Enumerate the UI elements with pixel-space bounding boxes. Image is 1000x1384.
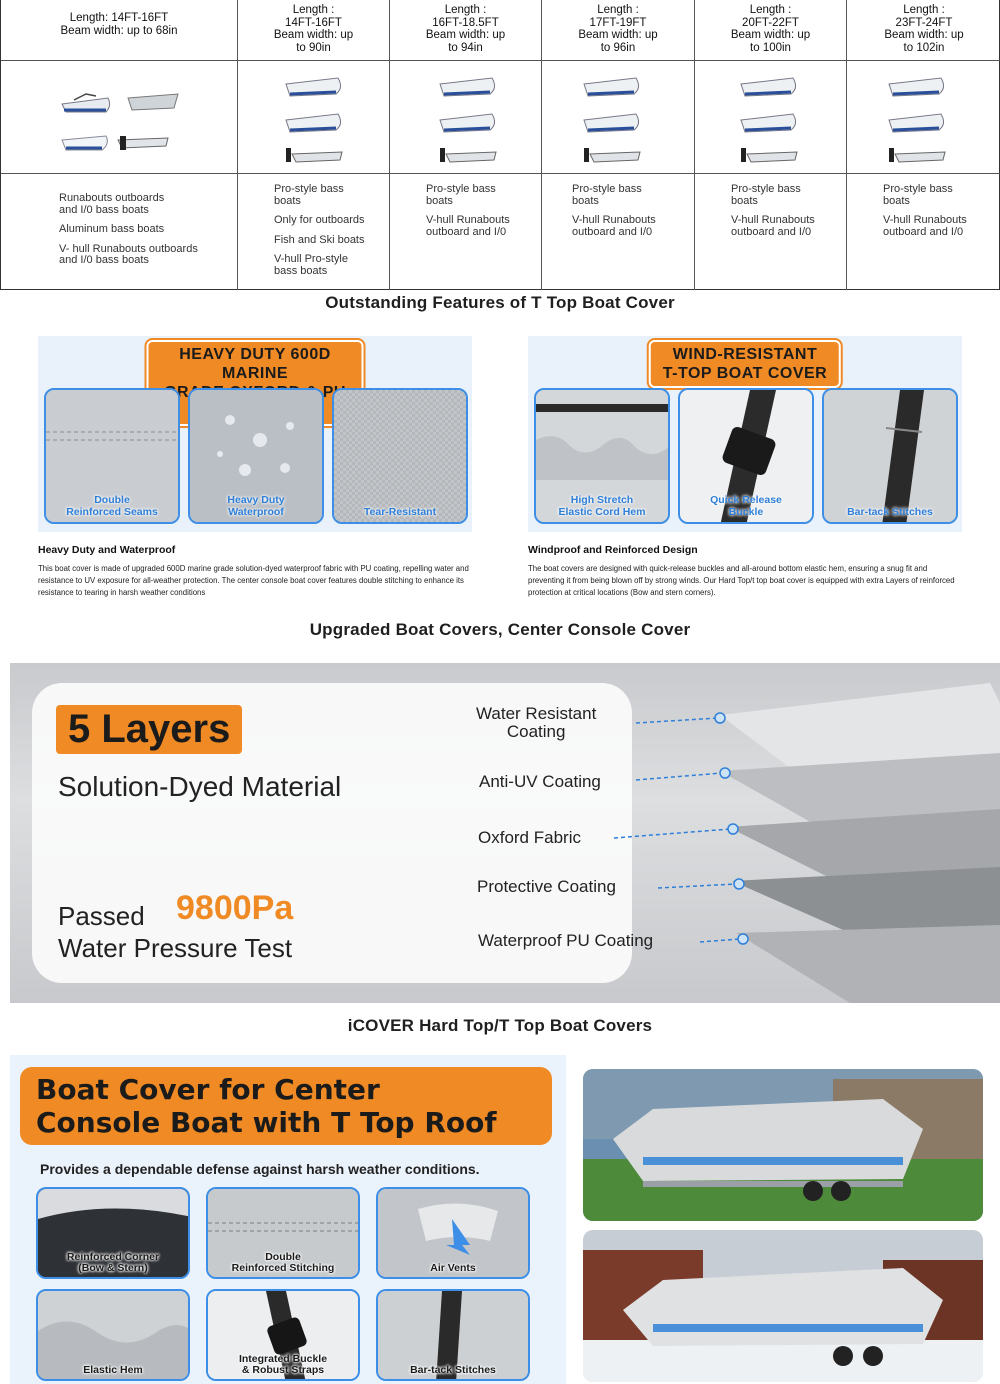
passed-label: Passed (58, 901, 145, 931)
feature-tile-buckle (678, 388, 814, 524)
boat-types-icon (432, 70, 512, 170)
boat-type-list (274, 184, 381, 285)
pressure-value: 9800Pa (176, 889, 294, 927)
section-title-upgraded: Upgraded Boat Covers, Center Console Cover (309, 620, 691, 639)
material-label: Solution-Dyed Material (58, 771, 342, 802)
feature-tile-tear-resistant (332, 388, 468, 524)
strap-stitch-icon (824, 390, 958, 524)
boat-photo-winter (583, 1230, 983, 1382)
boat-type: Pro-style bass boats (572, 183, 642, 207)
layer-label: Waterproof PU Coating (478, 931, 654, 950)
feature-tile-elastic-hem (36, 1289, 190, 1381)
woven-fabric-icon (334, 390, 468, 524)
tile-label: Quick Release Buckle (710, 494, 782, 518)
center-console-subtitle: Provides a dependable defense against harsh weather conditions. (40, 1161, 480, 1177)
feature-panel-wind-resistant (528, 336, 962, 532)
boat-type: V- hull Runabouts outboards and I/0 bass boats (59, 242, 198, 266)
feature-tile-elastic-hem (534, 388, 670, 524)
boat-type-list (59, 193, 229, 275)
center-console-banner: Boat Cover for Center Console Boat with T Top Roof (20, 1067, 552, 1145)
size-chart-table (0, 0, 1000, 290)
feature-tile-reinforced-corner (36, 1187, 190, 1279)
feature-description-heavy-duty: This boat cover is made of upgraded 600D marine grade solution-dyed waterproof fabric with PU coating, repelling water and resistance to UV exposure for all-weather protection. The center console boat cover features double stitching to enhance its resistance to tearing in harsh weather conditions (38, 564, 469, 597)
size-column (695, 0, 847, 290)
layer-label: Anti-UV Coating (479, 772, 601, 791)
tile-label: Reinforced Corner (Bow & Stern) (66, 1251, 160, 1274)
size-column (238, 0, 390, 290)
feature-panel-heavy-duty (38, 336, 472, 532)
boat-type: Runabouts outboards and I/0 bass boats (59, 192, 165, 216)
tile-label: Heavy Duty Waterproof (227, 494, 285, 518)
feature-heading-windproof: Windproof and Reinforced Design (528, 544, 698, 556)
boat-photo-summer (583, 1069, 983, 1221)
size-header: Length : 16FT-18.5FT Beam width: up to 94in (425, 4, 506, 54)
size-header: Length: 14FT-16FT Beam width: up to 68in (60, 12, 178, 37)
boat-types-icon (576, 70, 656, 170)
layers-count-badge: 5 Layers (56, 705, 242, 754)
layers-banner (10, 663, 1000, 1003)
tile-label: Air Vents (430, 1262, 476, 1274)
boat-type: V-hull Runabouts outboard and I/0 (572, 214, 656, 238)
layer-label: Water Resistant Coating (476, 704, 597, 741)
boat-illustrations (238, 62, 389, 172)
boat-illustrations (542, 62, 694, 172)
panel-banner: HEAVY DUTY 600D MARINE (147, 340, 364, 426)
center-console-features (10, 1055, 566, 1384)
boat-illustrations (847, 62, 1000, 172)
tile-label: Bar-tack Stitches (847, 505, 933, 518)
tile-label: Integrated Buckle & Robust Straps (238, 1353, 328, 1376)
size-column (847, 0, 1000, 290)
boat-illustrations (695, 62, 846, 172)
boat-type-list (572, 184, 686, 246)
feature-heading-heavy-duty: Heavy Duty and Waterproof (38, 544, 176, 556)
size-column (390, 0, 542, 290)
layer-label: Oxford Fabric (478, 828, 581, 847)
tile-label: Double Reinforced Seams (66, 494, 158, 518)
boat-type: V-hull Pro-style bass boats (274, 253, 348, 277)
tile-label: Double Reinforced Stitching (231, 1251, 335, 1274)
tile-label: High Stretch Elastic Cord Hem (558, 494, 646, 518)
feature-tile-waterproof (188, 388, 324, 524)
size-column (542, 0, 695, 290)
size-header: Length : 14FT-16FT Beam width: up to 90in (273, 4, 354, 54)
feature-tile-double-stitching (206, 1187, 360, 1279)
boat-type: Pro-style bass boats (274, 183, 344, 207)
layer-label: Protective Coating (477, 877, 616, 896)
boat-type: Pro-style bass boats (426, 183, 496, 207)
tile-label: Elastic Hem (83, 1364, 143, 1376)
boat-types-icon (278, 70, 358, 170)
boat-type: V-hull Runabouts outboard and I/0 (426, 214, 510, 238)
section-title-icover: iCOVER Hard Top/T Top Boat Covers (347, 1016, 653, 1035)
boat-type: Fish and Ski boats (274, 233, 365, 246)
boat-type: Pro-style bass boats (731, 183, 801, 207)
boat-illustrations (1, 62, 237, 172)
covered-boat-lawn-image (583, 1069, 983, 1221)
size-column (1, 0, 238, 290)
boat-types-icon (881, 70, 961, 170)
size-header: Length : 23FT-24FT Beam width: up to 102in (884, 4, 964, 54)
pressure-test-label: Water Pressure Test (58, 933, 293, 963)
boat-type: V-hull Runabouts outboard and I/0 (731, 214, 815, 238)
boat-type-list (731, 184, 838, 246)
covered-boat-snow-image (583, 1230, 983, 1382)
boat-illustrations (390, 62, 541, 172)
tile-label: Tear-Resistant (363, 505, 437, 518)
boat-type-list (426, 184, 533, 246)
boat-types-icon (56, 84, 186, 164)
feature-tile-seams (44, 388, 180, 524)
boat-types-icon (733, 70, 813, 170)
boat-type: Pro-style bass boats (883, 183, 953, 207)
tile-label: Bar-tack Stitches (410, 1364, 496, 1376)
size-header: Length : 20FT-22FT Beam width: up to 100in (730, 4, 811, 54)
size-header: Length : 17FT-19FT Beam width: up to 96in (578, 4, 658, 54)
boat-type: Only for outboards (274, 214, 365, 226)
section-title-features: Outstanding Features of T Top Boat Cover (325, 293, 675, 312)
layer-stack-illustration (610, 663, 1000, 1003)
boat-type: Aluminum bass boats (59, 223, 165, 235)
feature-tile-buckle-straps (206, 1289, 360, 1381)
feature-tile-air-vents (376, 1187, 530, 1279)
feature-tile-bar-tack (376, 1289, 530, 1381)
boat-type-list (883, 184, 993, 246)
feature-tile-bar-tack (822, 388, 958, 524)
panel-banner: WIND-RESISTANT T-TOP BOAT COVER (649, 340, 841, 388)
boat-type: V-hull Runabouts outboard and I/0 (883, 214, 967, 238)
feature-description-windproof: The boat covers are designed with quick-release buckles and all-around bottom elastic hem, ensuring a snug fit and preventing it from being blown off by strong winds. Our Hard Top/t top boat cover is equipped with extra Layers of reinforced protection at critical locations (Bow and stern corners). (528, 564, 955, 597)
